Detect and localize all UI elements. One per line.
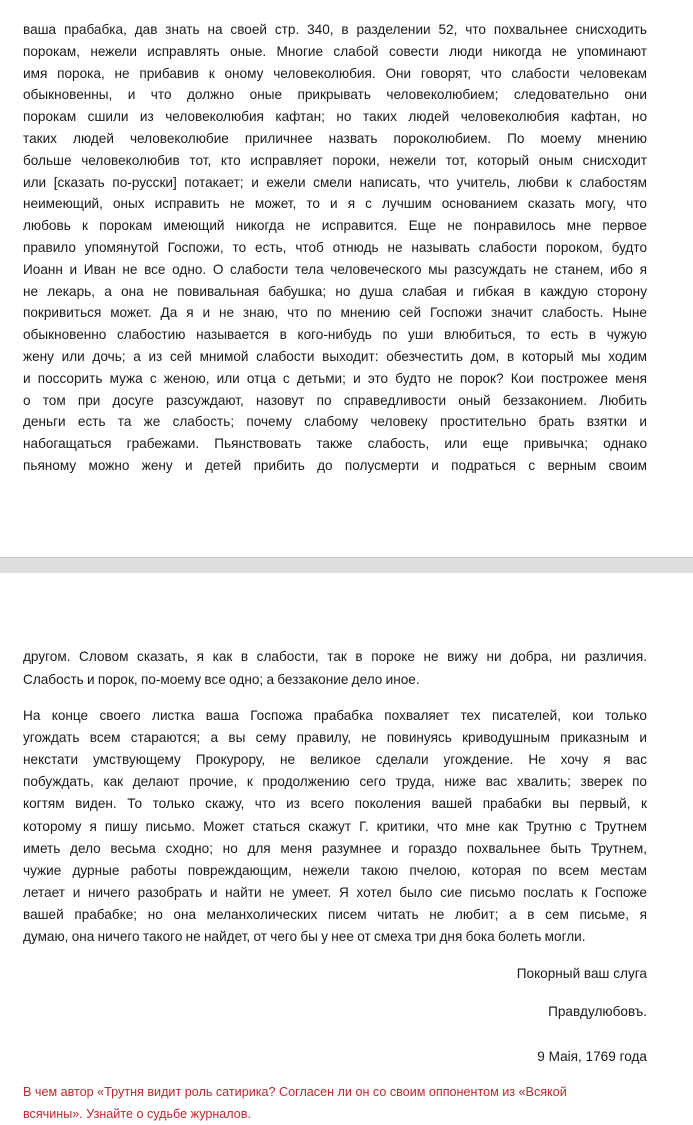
text-line: обыкновенно слабостию называется в кого-нибудь по уши влюбиться, то есть в чужую xyxy=(23,327,647,343)
text-line: таких людей человеколюбие приличнее назвать пороколюбием. По моему мнению xyxy=(23,131,647,146)
text-line: летает и ничего разобрать и найти не умеет. Я хотел было сие письмо послать к Госпоже xyxy=(23,884,647,900)
page-break-separator xyxy=(0,557,693,574)
text-line: порокам сшили из человеколюбия кафтан; но таких людей человеколюбия кафтан, но xyxy=(23,109,647,125)
text-line: и поссорить мужа с женою, или отца с детьми; и это будто не порок? Кои построжее меня xyxy=(23,370,647,386)
text-line: обыкновенны, и что должно оные прикрывать человеколюбием; следовательно они xyxy=(23,87,647,103)
text-line: правило упомянутой Госпожи, то есть, чтоб отнюдь не называть слабости пороком, будто xyxy=(23,240,647,255)
text-line: деньги есть та же слабость; почему слабому человеку простительно брать взятки и xyxy=(23,414,647,430)
text-line: не лекарь, а она не повивальная бабушка; но душа слабая и гибкая в каждую сторону xyxy=(23,283,647,299)
letter-date: 9 Маія, 1769 года xyxy=(537,1049,647,1064)
text-line: неимеющий, оных исправить не может, то и я с лучшим основанием сказать могу, что xyxy=(23,196,647,212)
document-page-1 xyxy=(0,0,693,557)
cut-off-text-line xyxy=(23,0,647,8)
text-line: иметь дело весьма сходно; но для меня разумнее и гораздо похвальнее быть Трутнем, xyxy=(23,840,647,856)
signature: Правдулюбовъ. xyxy=(548,1004,647,1019)
text-line: думаю, она ничего такого не найдет, от чего бы у нее от смеха три дня бока болеть могли. xyxy=(23,929,586,944)
document-page-2 xyxy=(0,573,693,1125)
text-line: о том при досуге разсуждают, назовут по справедливости оный беззаконием. Любить xyxy=(23,392,647,408)
text-line: покривиться может. Да я и не знаю, что по мнению сей Госпожи значит слабость. Ныне xyxy=(23,305,647,321)
text-line: больше человеколюбив тот, кто исправляет пороки, нежели тот, который оным снисходит xyxy=(23,152,647,168)
text-line: чужие дурные работы повреждающим, нежели такою пчелою, которая по всем местам xyxy=(23,862,647,878)
text-line: некстати умствующему Прокурору, не великое сделали угождение. Не хочу я вас xyxy=(23,752,647,768)
text-line: угождать всем стараются; а вы сему правилу, не повинуясь криводушным приказным и xyxy=(23,730,647,746)
text-line: Слабость и порок, по-моему все одно; а беззаконие дело иное. xyxy=(23,671,420,687)
text-line: Иоанн и Иван не все одно. О слабости тела человеческого мы разсуждать не станем, ибо я xyxy=(23,261,647,277)
text-line: порокам, нежели исправлять оные. Многие слабой совести люди никогда не упоминают xyxy=(23,43,647,59)
text-line: любовь к порокам имеющий никогда не исправится. Еще не понравилось мне первое xyxy=(23,218,647,234)
text-line: набогащаться грабежами. Пьянствовать также слабость, или еще привычка; однако xyxy=(23,436,647,452)
assignment-question-line: В чем автор «Трутня видит роль сатирика? Согласен ли он со своим оппонентом из «Всякой xyxy=(23,1085,567,1099)
text-line: имя порока, не прибавив к оному человеколюбия. Они говорят, что слабости человекам xyxy=(23,65,647,81)
text-line: побуждать, как делают прочие, к продолжению сего труда, ниже вас хвалить; зверек по xyxy=(23,774,647,790)
text-line: другом. Словом сказать, я как в слабости, так в пороке не вижу ни добра, ни различия. xyxy=(23,649,647,664)
text-line: пьяному можно жену и детей прибить до полусмерти и подраться с верным своим xyxy=(23,458,647,473)
assignment-question-line: всячины». Узнайте о судьбе журналов. xyxy=(23,1107,251,1121)
text-line: когтям виден. То только скажу, что из всего поколения вашей прабабки вы первый, к xyxy=(23,796,647,812)
closing-line: Покорный ваш слуга xyxy=(516,966,647,981)
text-line: ваша прабабка, дав знать на своей стр. 340, в разделении 52, что похвальнее снисходить xyxy=(23,22,647,37)
text-line: вашей прабабке; но она меланхолических писем читать не любит; а в сем письме, я xyxy=(23,906,647,922)
text-line: или [сказать по-русски] потакает; и ежели смели написать, что учитель, любви к слабостям xyxy=(23,174,647,190)
text-line: жену или дочь; а из сей мнимой слабости выходит: обезчестить дом, в который мы ходим xyxy=(23,349,647,364)
text-line: которому я пишу письмо. Может статься скажут Г. критики, что мне как Трутню с Трутнем xyxy=(23,818,647,834)
text-line: На конце своего листка ваша Госпожа прабабка похваляет тех писателей, кои только xyxy=(23,708,647,723)
